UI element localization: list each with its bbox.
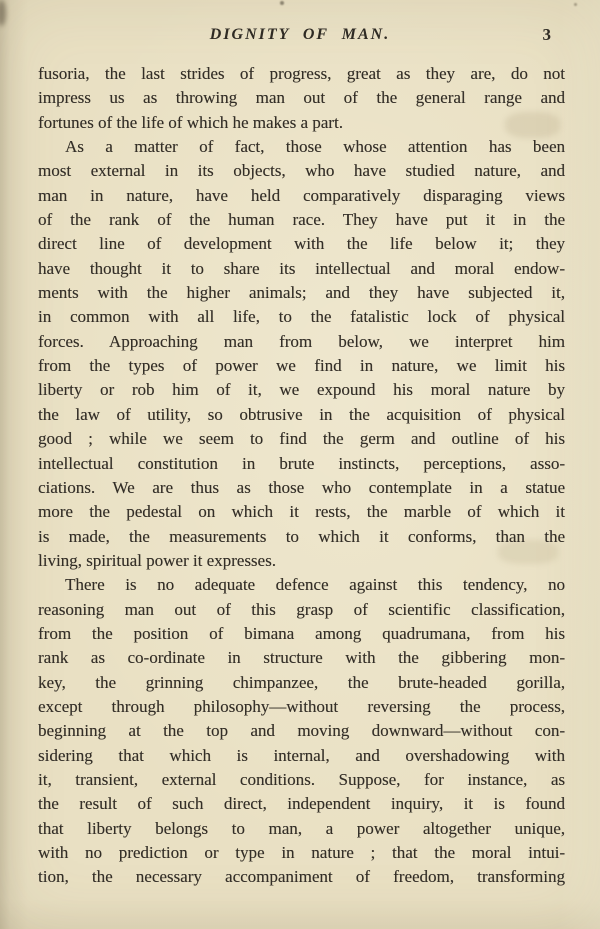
text-line: good ; while we seem to find the germ and outline of his [38, 429, 565, 449]
text-line: fusoria, the last strides of progress, great as they are, do not [38, 64, 565, 83]
text-line: that liberty belongs to man, a power altogether unique, [38, 818, 565, 838]
text-line: the law of utility, so obtrusive in the acquisition of physical [38, 404, 565, 424]
text-line: sidering that which is internal, and overshadowing with [38, 745, 565, 765]
text-line: forces. Approaching man from below, we interpret him [38, 331, 565, 351]
text-line: in common with all life, to the fatalistic lock of physical [38, 307, 565, 327]
text-line: living, spiritual power it expresses. [38, 550, 276, 570]
text-line: As a matter of fact, those whose attention has been [65, 137, 565, 157]
text-line: most external in its objects, who have studied nature, and [38, 161, 565, 181]
paper-speck [574, 3, 577, 6]
text-line: rank as co-ordinate in structure with the gibbering mon- [38, 648, 565, 668]
text-line: from the types of power we find in nature, we limit his [38, 356, 565, 376]
text-line: intellectual constitution in brute instincts, perceptions, asso- [38, 453, 565, 473]
text-line: is made, the measurements to which it conforms, than the [38, 526, 565, 546]
paper-speck [280, 1, 284, 5]
text-line: key, the grinning chimpanzee, the brute-headed gorilla, [38, 672, 565, 692]
text-line: more the pedestal on which it rests, the marble of which it [38, 502, 565, 522]
page-number: 3 [542, 25, 551, 44]
text-line: from the position of bimana among quadrumana, from his [38, 623, 565, 643]
text-line: of the rank of the human race. They have put it in the [38, 210, 565, 230]
text-line: man in nature, have held comparatively disparaging views [38, 185, 565, 205]
running-title: DIGNITY OF MAN. [209, 26, 391, 43]
text-line: direct line of development with the life below it; they [38, 234, 565, 254]
text-line: the result of such direct, independent inquiry, it is found [38, 794, 565, 814]
page-body [38, 62, 565, 890]
text-line: reasoning man out of this grasp of scientific classification, [38, 599, 565, 619]
text-line: except through philosophy—without reversing the process, [38, 696, 565, 716]
text-line: ments with the higher animals; and they have subjected it, [38, 283, 565, 303]
text-line: fortunes of the life of which he makes a part. [38, 112, 343, 132]
text-line: it, transient, external conditions. Suppose, for instance, as [38, 769, 565, 789]
text-line: There is no adequate defence against this tendency, no [65, 575, 565, 595]
text-line: liberty or rob him of it, we expound his moral nature by [38, 380, 565, 400]
text-line: with no prediction or type in nature ; that the moral intui- [38, 843, 565, 862]
paper-smudge [0, 0, 6, 26]
text-line: impress us as throwing man out of the general range and [38, 88, 565, 108]
text-line: ciations. We are thus as those who contemplate in a statue [38, 477, 565, 497]
text-line: have thought it to share its intellectual and moral endow- [38, 258, 565, 278]
text-line: tion, the necessary accompaniment of freedom, transforming [38, 867, 565, 887]
text-line: beginning at the top and moving downward—without con- [38, 721, 565, 741]
